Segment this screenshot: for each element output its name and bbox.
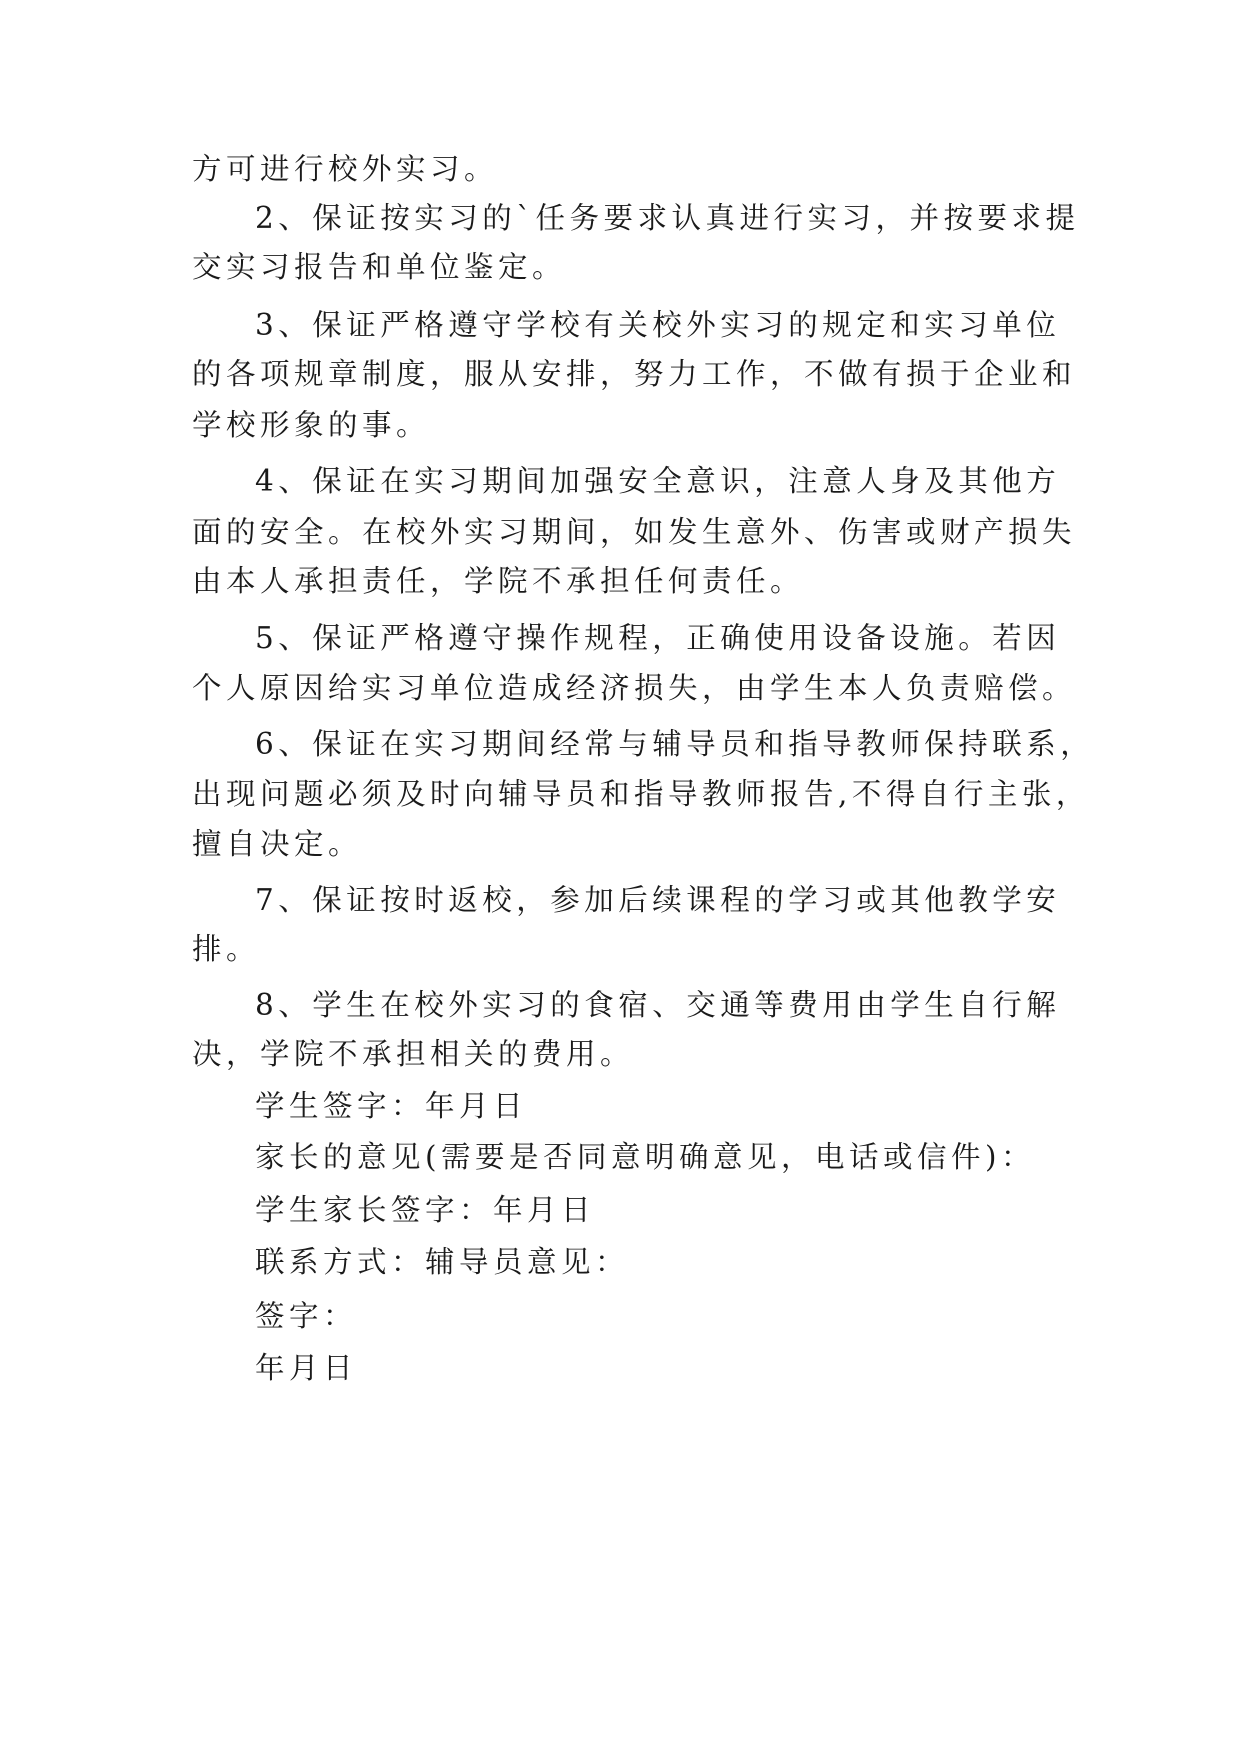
contact-counselor-line: 联系方式：辅导员意见：	[255, 1245, 630, 1279]
item-5-line-1: 5、保证严格遵守操作规程，正确使用设备设施。若因	[255, 621, 1061, 655]
item-3-line-1: 3、保证严格遵守学校有关校外实习的规定和实习单位	[255, 308, 1061, 342]
date-line: 年月日	[255, 1351, 358, 1385]
parent-signature-line: 学生家长签字：年月日	[255, 1193, 596, 1227]
item-2-line-2: 交实习报告和单位鉴定。	[192, 250, 567, 284]
signature-line: 签字：	[255, 1299, 358, 1333]
item-6-line-1: 6、保证在实习期间经常与辅导员和指导教师保持联系，	[255, 727, 1095, 761]
item-6-line-2: 出现问题必须及时向辅导员和指导教师报告,不得自行主张，	[192, 777, 1090, 811]
item-7-line-1: 7、保证按时返校，参加后续课程的学习或其他教学安	[255, 883, 1061, 917]
item-6-line-3: 擅自决定。	[192, 827, 363, 861]
student-signature-line: 学生签字：年月日	[255, 1089, 528, 1123]
item-4-line-2: 面的安全。在校外实习期间，如发生意外、伤害或财产损失	[192, 515, 1077, 549]
item-4-line-1: 4、保证在实习期间加强安全意识，注意人身及其他方	[255, 464, 1061, 498]
item-7-line-2: 排。	[192, 932, 261, 966]
item-4-line-3: 由本人承担责任，学院不承担任何责任。	[192, 564, 805, 598]
parent-opinion-line: 家长的意见(需要是否同意明确意见，电话或信件)：	[255, 1140, 1036, 1174]
item-3-line-3: 学校形象的事。	[192, 408, 431, 442]
item-8-line-2: 决，学院不承担相关的费用。	[192, 1037, 635, 1071]
paragraph-1-line-end: 方可进行校外实习。	[192, 152, 499, 186]
item-3-line-2: 的各项规章制度，服从安排，努力工作，不做有损于企业和	[192, 357, 1077, 391]
item-5-line-2: 个人原因给实习单位造成经济损失，由学生本人负责赔偿。	[192, 671, 1077, 705]
item-2-line-1: 2、保证按实习的`任务要求认真进行实习，并按要求提	[255, 201, 1080, 235]
item-8-line-1: 8、学生在校外实习的食宿、交通等费用由学生自行解	[255, 988, 1061, 1022]
